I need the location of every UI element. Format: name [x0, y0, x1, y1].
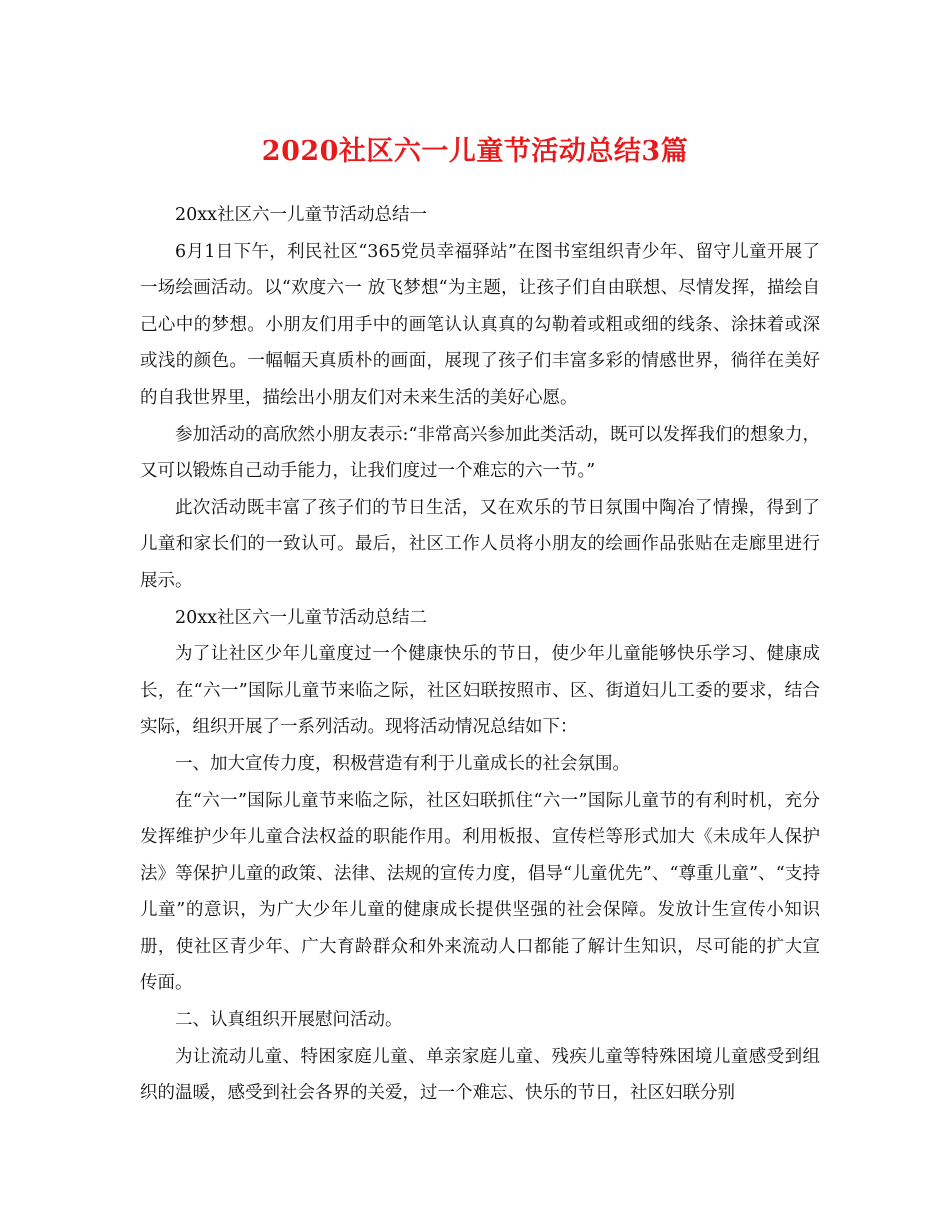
paragraph: 在“六一”国际儿童节来临之际，社区妇联抓住“六一”国际儿童节的有利时机，充分发挥维护少年儿童合法权益的职能作用。利用板报、宣传栏等形式加大《未成年人保护法》等保护儿童的政策、法律、法规的宣传力度，倡导“儿童优先”、“尊重儿童”、“支持儿童”的意识，为广大少年儿童的健康成长提供坚强的社会保障。发放计生宣传小知识册，使社区青少年、广大育龄群众和外来流动人口都能了解计生知识，尽可能的扩大宣传面。 [140, 790, 820, 994]
paragraph: 为让流动儿童、特困家庭儿童、单亲家庭儿童、残疾儿童等特殊困境儿童感受到组织的温暖，感受到社会各界的关爱，过一个难忘、快乐的节日，社区妇联分别 [140, 1046, 820, 1104]
subheading: 二、认真组织开展慰问活动。 [175, 1010, 403, 1031]
subheading: 一、加大宣传力度，积极营造有利于儿童成长的社会氛围。 [175, 753, 630, 774]
paragraph: 参加活动的高欣然小朋友表示:“非常高兴参加此类活动，既可以发挥我们的想象力，又可以锻炼自己动手能力，让我们度过一个难忘的六一节。” [140, 424, 820, 482]
document-body [140, 197, 820, 1112]
paragraph: 为了让社区少年儿童度过一个健康快乐的节日，使少年儿童能够快乐学习、健康成长，在“六一”国际儿童节来临之际，社区妇联按照市、区、街道妇儿工委的要求，结合实际，组织开展了一系列活动。现将活动情况总结如下： [140, 644, 820, 738]
section-heading-1: 20xx社区六一儿童节活动总结一 [175, 205, 428, 225]
document-title: 2020社区六一儿童节活动总结3篇 [261, 136, 689, 167]
paragraph: 此次活动既丰富了孩子们的节日生活，又在欢乐的节日氛围中陶冶了情操，得到了儿童和家长们的一致认可。最后，社区工作人员将小朋友的绘画作品张贴在走廊里进行展示。 [140, 497, 820, 591]
section-heading-2: 20xx社区六一儿童节活动总结二 [175, 607, 428, 628]
paragraph: 6月1日下午，利民社区“365党员幸福驿站”在图书室组织青少年、留守儿童开展了一场绘画活动。以“欢度六一 放飞梦想“为主题，让孩子们自由联想、尽情发挥，描绘自己心中的梦想。小朋友们用手中的画笔认认真真的勾勒着或粗或细的线条、涂抹着或深或浅的颜色。一幅幅天真质朴的画面，展现了孩子们丰富多彩的情感世界，徜徉在美好的自我世界里，描绘出小朋友们对未来生活的美好心愿。 [140, 241, 820, 408]
